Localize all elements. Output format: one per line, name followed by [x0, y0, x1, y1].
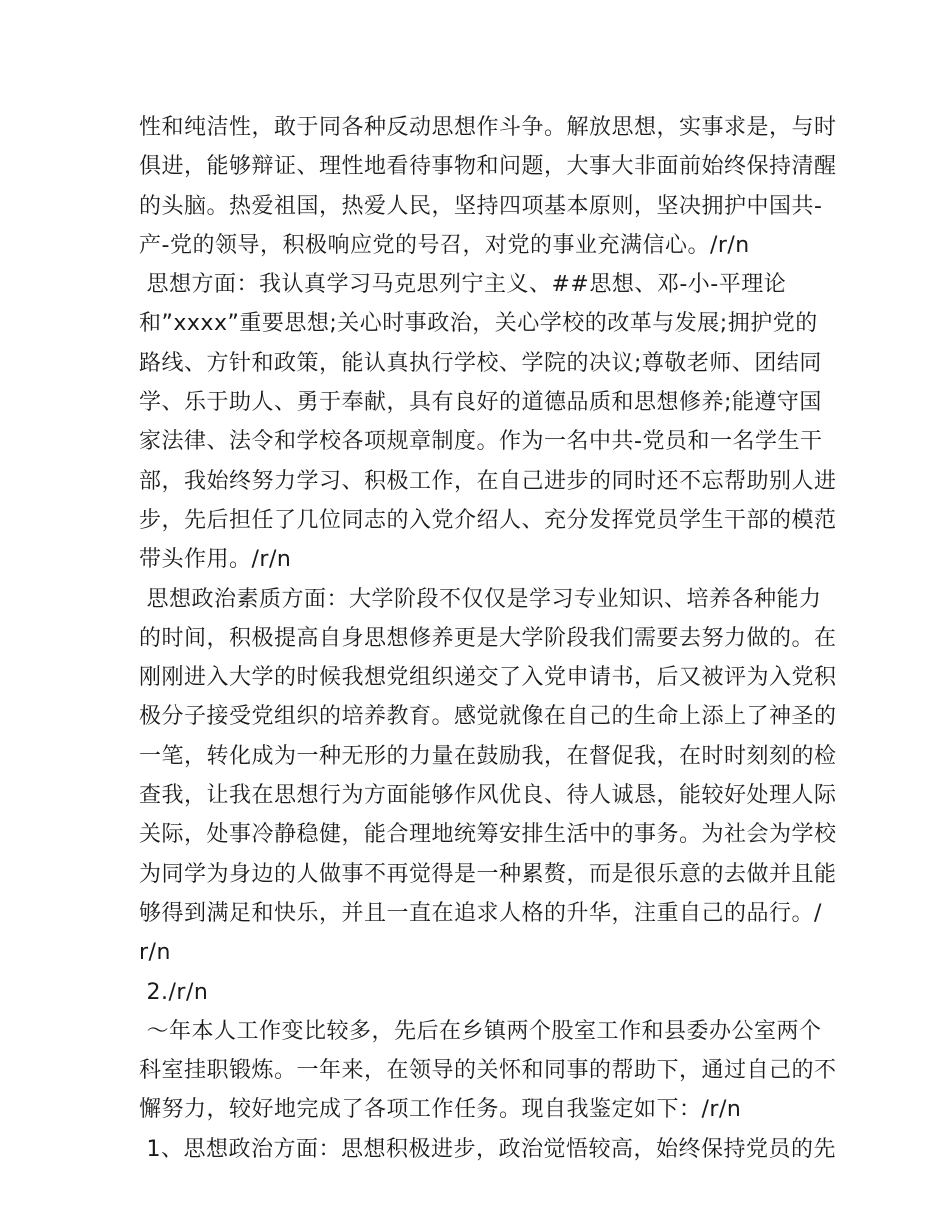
text-line-9: 家法律、法令和学校各项规章制度。作为一名中共-党员和一名学生干 [139, 429, 823, 455]
text-line-8: 学、乐于助人、勇于奉献，具有良好的道德品质和思想修养;能遵守国 [139, 390, 822, 416]
text-line-17: 一笔，转化成为一种无形的力量在鼓励我，在督促我，在时时刻刻的检 [139, 743, 837, 769]
text-line-1: 性和纯洁性，敢于同各种反动思想作斗争。解放思想，实事求是，与时 [139, 115, 837, 140]
text-line-14: 的时间，积极提高自身思想修养更是大学阶段我们需要去努力做的。在 [139, 625, 837, 651]
text-line-24: ～年本人工作变比较多，先后在乡镇两个股室工作和县委办公室两个 [139, 1018, 822, 1044]
text-line-27: 1、思想政治方面：思想积极进步，政治觉悟较高，始终保持党员的先 [139, 1136, 836, 1162]
text-line-22: r/n [139, 940, 171, 966]
text-line-6: 和”xxxx”重要思想;关心时事政治，关心学校的改革与发展;拥护党的 [139, 311, 818, 337]
text-line-18: 查我，让我在思想行为方面能够作风优良、待人诚恳，能较好处理人际 [139, 783, 837, 809]
text-line-4: 产-党的领导，积极响应党的号召，对党的事业充满信心。/r/n [139, 232, 750, 258]
text-line-10: 部，我始终努力学习、积极工作，在自己进步的同时还不忘帮助别人进 [139, 468, 837, 494]
text-line-2: 俱进，能够辩证、理性地看待事物和问题，大事大非面前始终保持清醒 [139, 154, 837, 180]
text-line-5: 思想方面：我认真学习马克思列宁主义、##思想、邓-小-平理论 [139, 272, 787, 298]
text-line-3: 的头脑。热爱祖国，热爱人民，坚持四项基本原则，坚决拥护中国共- [139, 193, 823, 219]
text-line-19: 关际，处事冷静稳健，能合理地统筹安排生活中的事务。为社会为学校 [139, 822, 837, 848]
document-body [139, 108, 837, 1169]
text-line-21: 够得到满足和快乐，并且一直在追求人格的升华，注重自己的品行。/ [139, 900, 822, 926]
text-line-20: 为同学为身边的人做事不再觉得是一种累赘，而是很乐意的去做并且能 [139, 861, 837, 887]
text-line-12: 带头作用。/r/n [139, 547, 292, 573]
text-line-13: 思想政治素质方面：大学阶段不仅仅是学习专业知识、培养各种能力 [139, 586, 822, 612]
text-line-15: 刚刚进入大学的时候我想党组织递交了入党申请书，后又被评为入党积 [139, 665, 837, 691]
text-line-25: 科室挂职锻炼。一年来，在领导的关怀和同事的帮助下，通过自己的不 [139, 1058, 837, 1084]
text-line-26: 懈努力，较好地完成了各项工作任务。现自我鉴定如下：/r/n [139, 1097, 742, 1123]
text-line-11: 步，先后担任了几位同志的入党介绍人、充分发挥党员学生干部的模范 [139, 507, 837, 533]
text-line-16: 极分子接受党组织的培养教育。感觉就像在自己的生命上添上了神圣的 [139, 704, 837, 730]
text-line-23: 2./r/n [139, 979, 209, 1005]
text-line-7: 路线、方针和政策，能认真执行学校、学院的决议;尊敬老师、团结同 [139, 350, 822, 376]
